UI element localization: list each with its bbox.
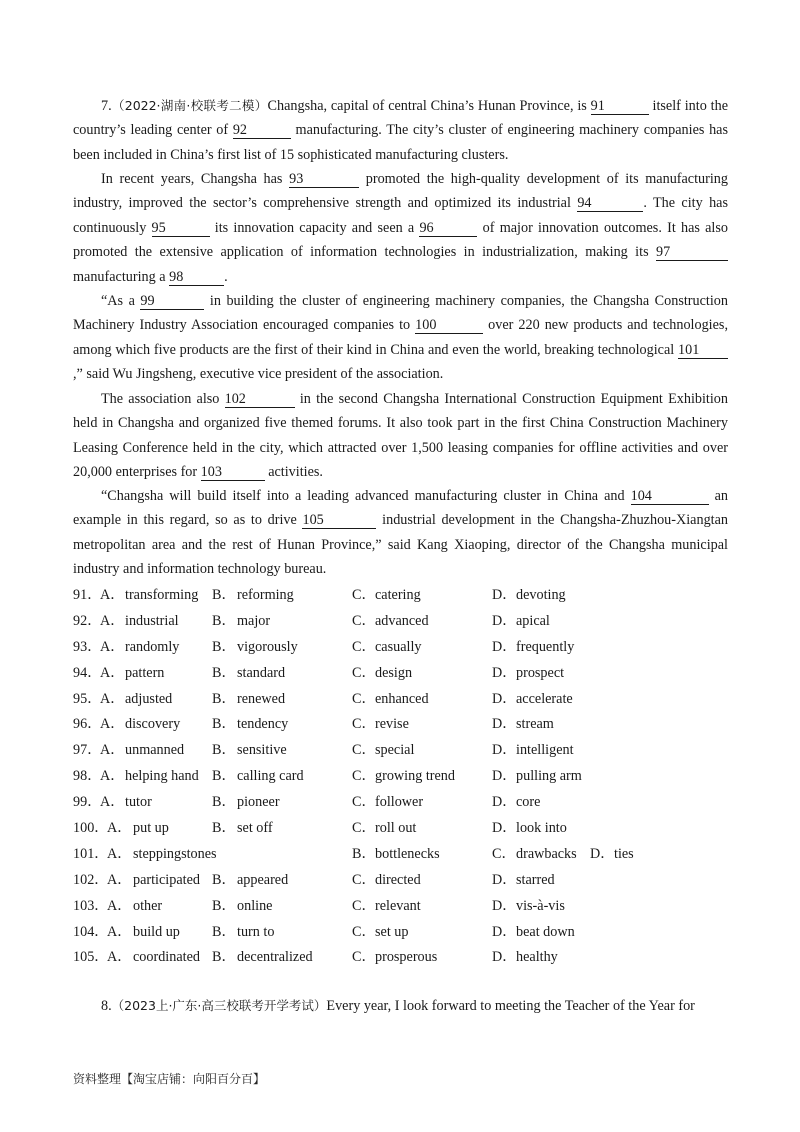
label-c: C．	[352, 638, 376, 655]
option-c[interactable]: growing trend	[375, 768, 455, 785]
label-c: C．	[352, 949, 376, 966]
label-d: D．	[492, 690, 517, 707]
label-b: B．	[212, 638, 236, 655]
option-number: 93．	[73, 638, 102, 655]
option-d[interactable]: beat down	[516, 923, 575, 940]
label-b: B．	[352, 845, 376, 862]
label-c: C．	[492, 845, 516, 862]
option-a[interactable]: put up	[133, 820, 169, 837]
label-a: A．	[107, 923, 132, 940]
option-d[interactable]: pulling arm	[516, 768, 582, 785]
option-a[interactable]: discovery	[125, 716, 181, 733]
option-number: 91．	[73, 587, 102, 603]
q7-paragraph-2	[73, 167, 728, 289]
option-b[interactable]: tendency	[237, 716, 289, 733]
option-a[interactable]: participated	[133, 871, 200, 888]
option-row-97	[73, 738, 733, 764]
label-b: B．	[212, 794, 236, 811]
label-b: B．	[212, 871, 236, 888]
text: industrial development in the Changsha-Zhuzhou-Xiangtan metropolitan area and the rest of Hunan Province,” said Kang Xiaoping, director of the Changsha municipal industry and information technology bureau.	[73, 512, 728, 578]
option-d[interactable]: ties	[614, 845, 634, 862]
option-d[interactable]: core	[516, 794, 541, 811]
label-a: A．	[100, 612, 125, 629]
label-b: B．	[212, 664, 236, 681]
option-a[interactable]: steppingstones	[133, 845, 217, 862]
option-row-95	[73, 687, 733, 713]
option-c[interactable]: special	[375, 742, 415, 759]
option-row-105	[73, 945, 733, 971]
text: an example in this regard, so as to drive	[73, 488, 728, 529]
label-d: D．	[492, 638, 517, 655]
option-d[interactable]: prospect	[516, 664, 565, 681]
text: Changsha, capital of central China’s Hunan Province, is	[267, 98, 591, 114]
option-c[interactable]: follower	[375, 794, 424, 811]
option-row-93	[73, 635, 733, 661]
label-a: A．	[100, 794, 125, 811]
blank-92[interactable]: 92	[233, 123, 291, 139]
option-number: 100．	[73, 820, 109, 837]
option-c[interactable]: set up	[375, 923, 409, 940]
label-a: A．	[100, 690, 125, 707]
option-b[interactable]: reforming	[237, 587, 294, 603]
option-c[interactable]: catering	[375, 587, 421, 603]
q7-paragraph-5	[73, 484, 728, 582]
text: . The city has continuously	[73, 195, 728, 236]
option-c[interactable]: casually	[375, 638, 422, 655]
option-d[interactable]: intelligent	[516, 742, 574, 759]
label-d: D．	[492, 820, 517, 837]
option-b[interactable]: set off	[237, 820, 273, 837]
label-a: A．	[107, 897, 132, 914]
option-b[interactable]: bottlenecks	[375, 845, 440, 862]
option-number: 92．	[73, 612, 102, 629]
option-a[interactable]: coordinated	[133, 949, 200, 966]
option-b[interactable]: calling card	[237, 768, 304, 785]
option-d[interactable]: devoting	[516, 587, 566, 603]
label-d: D．	[590, 845, 615, 862]
text: promoted the high-quality development of its manufacturing industry, improved the sector’s comprehensive strength and optimized its industrial	[73, 171, 728, 212]
text: of major innovation outcomes. It has also promoted the extensive application of information technologies in industrialization, making its	[73, 219, 728, 261]
option-c[interactable]: design	[375, 664, 413, 681]
option-row-102	[73, 868, 733, 894]
label-b: B．	[212, 716, 236, 733]
option-a[interactable]: other	[133, 897, 163, 914]
option-d[interactable]: stream	[516, 716, 554, 733]
option-a[interactable]: randomly	[125, 638, 180, 655]
option-number: 103．	[73, 897, 109, 914]
blank-104[interactable]: 104	[631, 489, 709, 505]
blank-101[interactable]: 101	[678, 343, 728, 359]
q7-paragraph-3	[73, 289, 728, 387]
options-list	[73, 583, 733, 971]
blank-105[interactable]: 105	[302, 513, 376, 529]
label-c: C．	[352, 742, 376, 759]
option-row-103	[73, 894, 733, 920]
text: its innovation capacity and seen a	[209, 219, 420, 236]
blank-95[interactable]: 95	[152, 221, 210, 237]
label-a: A．	[100, 742, 125, 759]
label-c: C．	[352, 716, 376, 733]
option-a[interactable]: build up	[133, 923, 180, 940]
q8-source: （2023上·广东·高三校联考开学考试）	[111, 998, 327, 1013]
q7-source: （2022·湖南·校联考二模）	[111, 98, 268, 113]
label-d: D．	[492, 716, 517, 733]
option-d[interactable]: starred	[516, 871, 555, 888]
label-a: A．	[100, 716, 125, 733]
label-a: A．	[107, 949, 132, 966]
label-b: B．	[212, 612, 236, 629]
option-c[interactable]: enhanced	[375, 690, 429, 707]
option-c[interactable]: directed	[375, 871, 421, 888]
label-d: D．	[492, 897, 517, 914]
text: in the second Changsha International Construction Equipment Exhibition held in Changsha and organized five themed forums. It also took part in the first China Construction Machinery Leasing Conference held in the city, which attracted over 1,500 leasing companies for offline activities and over 20,000 enterprises for	[73, 391, 728, 481]
option-number: 94．	[73, 664, 102, 681]
footer-note: 资料整理【淘宝店铺：向阳百分百】	[73, 1072, 266, 1086]
blank-96[interactable]: 96	[419, 221, 477, 237]
option-b[interactable]: major	[237, 612, 271, 629]
option-a[interactable]: unmanned	[125, 742, 185, 759]
label-c: C．	[352, 612, 376, 629]
label-b: B．	[212, 587, 236, 603]
q8-number: 8.	[101, 998, 112, 1014]
option-b[interactable]: standard	[237, 664, 286, 681]
option-number: 98．	[73, 768, 102, 785]
q8-text: Every year, I look forward to meeting the Teacher of the Year for	[326, 998, 695, 1014]
option-number: 96．	[73, 716, 102, 733]
option-a[interactable]: tutor	[125, 794, 152, 811]
option-c[interactable]: revise	[375, 716, 409, 733]
q8-paragraph	[73, 994, 728, 1018]
option-c[interactable]: relevant	[375, 897, 421, 914]
label-c: C．	[352, 768, 376, 785]
q7-number: 7.	[101, 98, 112, 114]
text: itself into the country’s leading center of	[73, 98, 728, 139]
blank-93[interactable]: 93	[289, 172, 359, 188]
label-c: C．	[352, 794, 376, 811]
blank-91[interactable]: 91	[591, 99, 649, 115]
label-d: D．	[492, 612, 517, 629]
text: In recent years, Changsha has	[101, 171, 290, 187]
label-c: C．	[352, 871, 376, 888]
label-b: B．	[212, 768, 236, 785]
label-d: D．	[492, 923, 517, 940]
blank-94[interactable]: 94	[577, 196, 643, 212]
option-row-91	[73, 583, 733, 609]
label-b: B．	[212, 923, 236, 940]
blank-97[interactable]: 97	[656, 245, 728, 261]
text: ,” said Wu Jingsheng, executive vice president of the association.	[73, 366, 444, 383]
label-b: B．	[212, 820, 236, 837]
option-d[interactable]: look into	[516, 820, 567, 837]
q7-paragraph-1	[73, 94, 728, 167]
option-row-94	[73, 661, 733, 687]
option-c[interactable]: prosperous	[375, 949, 438, 966]
label-a: A．	[100, 768, 125, 785]
label-c: C．	[352, 897, 376, 914]
option-b[interactable]: appeared	[237, 871, 289, 888]
text: The association also	[101, 391, 225, 407]
option-number: 102．	[73, 871, 109, 888]
option-row-99	[73, 790, 733, 816]
option-number: 97．	[73, 742, 102, 759]
option-number: 104．	[73, 923, 109, 940]
blank-99[interactable]: 99	[140, 294, 204, 310]
label-a: A．	[107, 820, 132, 837]
option-a[interactable]: helping hand	[125, 768, 199, 785]
label-c: C．	[352, 923, 376, 940]
option-row-101	[73, 842, 733, 868]
option-number: 99．	[73, 794, 102, 811]
blank-98[interactable]: 98	[169, 270, 224, 286]
option-row-98	[73, 764, 733, 790]
option-a[interactable]: industrial	[125, 612, 179, 629]
label-b: B．	[212, 690, 236, 707]
label-b: B．	[212, 742, 236, 759]
blank-100[interactable]: 100	[415, 318, 483, 334]
label-b: B．	[212, 949, 236, 966]
option-d[interactable]: apical	[516, 612, 550, 629]
label-b: B．	[212, 897, 236, 914]
label-d: D．	[492, 664, 517, 681]
option-number: 101．	[73, 845, 109, 862]
text: activities.	[264, 464, 323, 481]
label-a: A．	[107, 845, 132, 862]
option-a[interactable]: transforming	[125, 587, 199, 603]
text: “Changsha will build itself into a leading advanced manufacturing cluster in China and	[101, 488, 631, 504]
label-c: C．	[352, 690, 376, 707]
option-d[interactable]: healthy	[516, 949, 558, 966]
option-d[interactable]: vis-à-vis	[516, 897, 565, 914]
option-row-92	[73, 609, 733, 635]
label-c: C．	[352, 664, 376, 681]
blank-103[interactable]: 103	[201, 465, 265, 481]
label-a: A．	[100, 587, 125, 603]
option-row-100	[73, 816, 733, 842]
blank-102[interactable]: 102	[225, 392, 295, 408]
label-c: C．	[352, 587, 376, 603]
label-d: D．	[492, 768, 517, 785]
option-b[interactable]: online	[237, 897, 273, 914]
option-c[interactable]: roll out	[375, 820, 417, 837]
option-b[interactable]: turn to	[237, 923, 275, 940]
option-b[interactable]: pioneer	[237, 794, 280, 811]
option-number: 95．	[73, 690, 102, 707]
option-c[interactable]: advanced	[375, 612, 429, 629]
text: in building the cluster of engineering machinery companies, the Changsha Construction Machinery Industry Association encouraged companies to	[73, 293, 728, 334]
option-d[interactable]: accelerate	[516, 690, 573, 707]
label-d: D．	[492, 587, 517, 603]
option-b[interactable]: decentralized	[237, 949, 313, 966]
label-d: D．	[492, 794, 517, 811]
option-b[interactable]: sensitive	[237, 742, 287, 759]
option-b[interactable]: renewed	[237, 690, 286, 707]
text: manufacturing a	[73, 268, 170, 285]
option-c[interactable]: drawbacks	[516, 845, 577, 862]
text: “As a	[101, 293, 141, 309]
option-d[interactable]: frequently	[516, 638, 575, 655]
option-row-96	[73, 712, 733, 738]
label-a: A．	[107, 871, 132, 888]
option-b[interactable]: vigorously	[237, 638, 298, 655]
q7-paragraph-4	[73, 387, 728, 485]
label-a: A．	[100, 664, 125, 681]
option-number: 105．	[73, 949, 109, 966]
label-a: A．	[100, 638, 125, 655]
text: over 220 new products and technologies, among which five products are the first of their kind in China and even the world, breaking technological	[73, 317, 728, 358]
text: manufacturing. The city’s cluster of engineering machinery companies has been included in China’s first list of 15 sophisticated manufacturing clusters.	[73, 122, 728, 163]
label-d: D．	[492, 871, 517, 888]
option-a[interactable]: pattern	[125, 664, 165, 681]
label-d: D．	[492, 742, 517, 759]
option-row-104	[73, 920, 733, 946]
text: .	[224, 268, 228, 285]
option-a[interactable]: adjusted	[125, 690, 173, 707]
label-d: D．	[492, 949, 517, 966]
label-c: C．	[352, 820, 376, 837]
